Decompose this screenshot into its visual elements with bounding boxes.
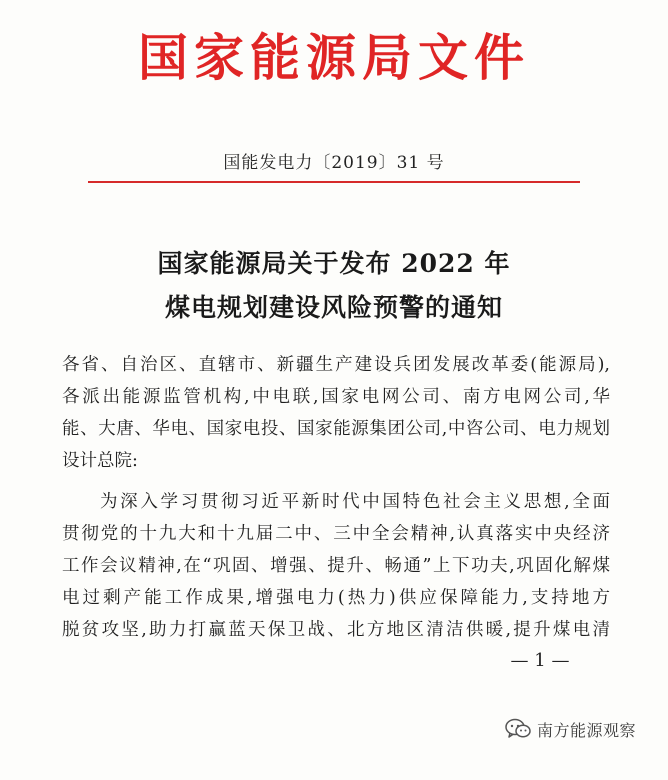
body-line: 设计总院: [62,451,138,471]
notice-title-line-1: 国家能源局关于发布 2022 年 [157,249,511,278]
body-line: 各省、自治区、直辖市、新疆生产建设兵团发展改革委(能源局), [62,355,610,375]
document-header-title: 国家能源局文件 [138,28,530,87]
body-line: 电过剩产能工作成果,增强电力(热力)供应保障能力,支持地方 [62,588,610,608]
page-number: — 1 — [510,650,570,671]
body-line: 能、大唐、华电、国家电投、国家能源集团公司,中咨公司、电力规划 [62,419,610,439]
red-divider [88,181,580,183]
notice-title-line-2: 煤电规划建设风险预警的通知 [164,293,503,322]
body-line: 脱贫攻坚,助力打赢蓝天保卫战、北方地区清洁供暖,提升煤电清 [62,620,610,640]
body-line: 贯彻党的十九大和十九届二中、三中全会精神,认真落实中央经济 [62,524,610,544]
body-line: 工作会议精神,在“巩固、增强、提升、畅通”上下功夫,巩固化解煤 [62,556,610,576]
watermark [505,717,636,741]
document-number: 国能发电力〔2019〕31 号 [223,153,445,173]
body-line: 各派出能源监管机构,中电联,国家电网公司、南方电网公司,华 [62,387,610,407]
body-line: 为深入学习贯彻习近平新时代中国特色社会主义思想,全面 [100,492,610,512]
watermark-text: 南方能源观察 [537,720,637,740]
wechat-icon [505,718,531,740]
